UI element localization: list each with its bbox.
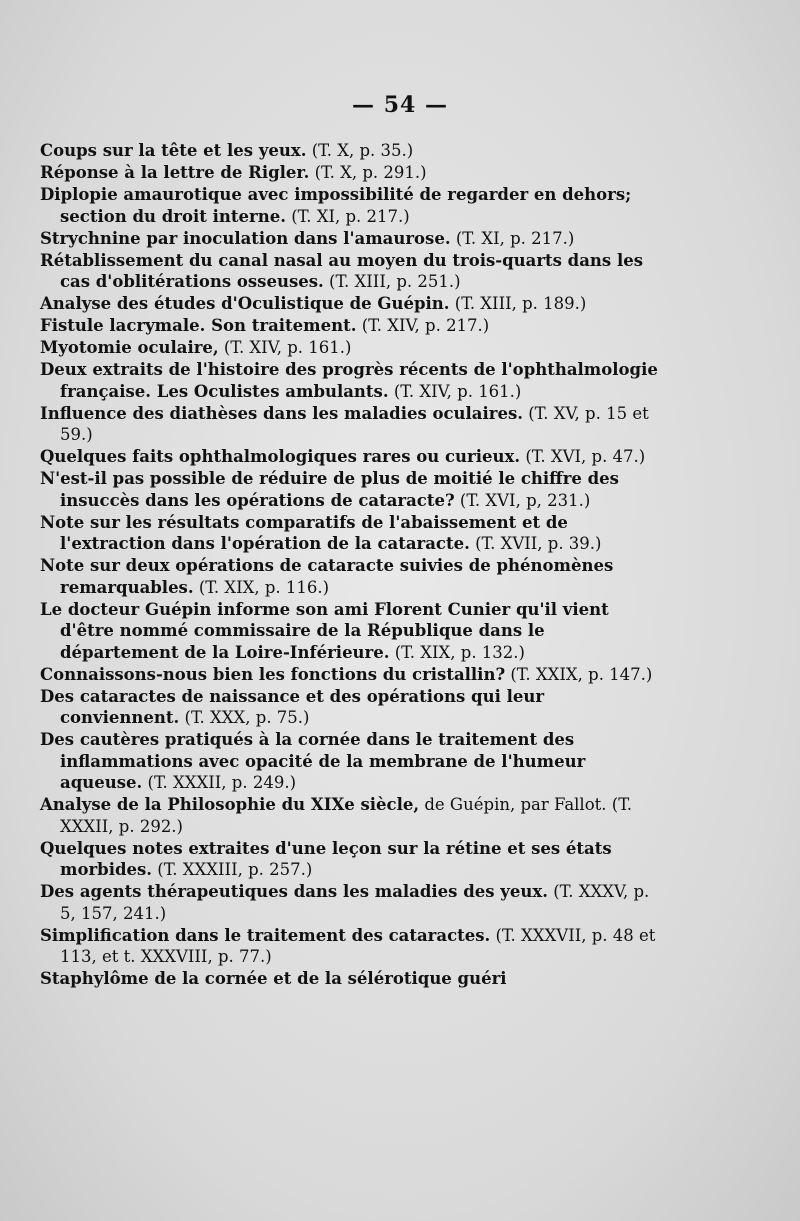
entry-title: Note sur les résultats comparatifs de l'abaissement et de l'extraction dans l'opération de la cataracte. — [40, 512, 568, 553]
entry-title: Analyse de la Philosophie du XIXe siècle, — [40, 795, 420, 814]
entry-reference: (T. XIV, p. 217.) — [361, 316, 490, 335]
entry-title: Strychnine par inoculation dans l'amaurose. — [40, 228, 451, 248]
entry-title: Quelques faits ophthalmologiques rares ou curieux. — [40, 447, 521, 466]
entry-title: Coups sur la tête et les yeux. — [40, 141, 307, 160]
list-item — [40, 881, 660, 924]
list-item — [40, 512, 660, 555]
list-item — [40, 925, 660, 968]
list-item — [40, 794, 660, 837]
page-number: — 54 — — [352, 92, 448, 118]
list-item — [40, 446, 660, 468]
entry-title: Rétablissement du canal nasal au moyen du trois-quarts dans les cas d'oblitérations osseuses. — [40, 250, 643, 291]
list-item — [40, 468, 660, 511]
entry-title: Des cautères pratiqués à la cornée dans le traitement des inflammations avec opacité de la membrane de l'humeur aqueuse. — [40, 730, 586, 792]
entry-reference: (T. XV, p. 15 et 59.) — [60, 403, 649, 444]
list-item — [40, 686, 660, 729]
bibliography-list — [40, 140, 660, 990]
entry-reference: (T. XXX, p. 75.) — [184, 708, 310, 727]
entry-reference: (T. XI, p. 217.) — [291, 206, 410, 226]
list-item — [40, 228, 660, 250]
entry-reference: (T. X, p. 291.) — [314, 163, 427, 182]
entry-title: Le docteur Guépin informe son ami Florent Cunier qu'il vient d'être nommé commissaire de la République dans le département de la Loire-Inférieure. — [40, 599, 609, 662]
entry-title: Connaissons-nous bien les fonctions du cristallin? — [40, 664, 506, 684]
entry-reference: (T. XXXII, p. 249.) — [147, 773, 297, 792]
entry-title: Staphylôme de la cornée et de la sélérotique guéri — [40, 969, 507, 988]
list-item — [40, 968, 660, 990]
entry-reference: (T. X, p. 35.) — [311, 141, 414, 160]
list-item — [40, 140, 660, 162]
entry-reference: de Guépin, par Fallot. (T. XXXII, p. 292.) — [60, 795, 633, 836]
list-item — [40, 337, 660, 359]
list-item — [40, 184, 660, 227]
entry-title: Réponse à la lettre de Rigler. — [40, 163, 310, 182]
entry-reference: (T. XVII, p. 39.) — [475, 534, 602, 553]
entry-title: Deux extraits de l'histoire des progrès récents de l'ophthalmologie française. Les Oculistes ambulants. — [40, 360, 658, 401]
entry-title: Quelques notes extraites d'une leçon sur la rétine et ses états morbides. — [40, 838, 612, 879]
entry-reference: (T. XXXV, p. 5, 157, 241.) — [60, 882, 650, 923]
entry-reference: (T. XIV, p. 161.) — [393, 381, 522, 401]
entry-reference: (T. XIX, p. 132.) — [394, 642, 525, 662]
list-item — [40, 293, 660, 315]
list-item — [40, 555, 660, 598]
list-item — [40, 838, 660, 881]
list-item — [40, 664, 660, 686]
entry-title: Analyse des études d'Oculistique de Guépin. — [40, 294, 450, 313]
entry-reference: (T. XIII, p. 251.) — [329, 272, 461, 291]
entry-reference: (T. XXXIII, p. 257.) — [157, 860, 313, 879]
entry-title: N'est-il pas possible de réduire de plus de moitié le chiffre des insuccès dans les opérations de cataracte? — [40, 469, 619, 510]
entry-title: Simplification dans le traitement des cataractes. — [40, 925, 491, 945]
entry-reference: (T. XXXVII, p. 48 et 113, et t. XXXVIII, p. 77.) — [60, 925, 656, 966]
entry-title: Des cataractes de naissance et des opérations qui leur conviennent. — [40, 686, 545, 727]
list-item — [40, 403, 660, 446]
entry-reference: (T. XIV, p. 161.) — [223, 338, 352, 357]
entry-title: Myotomie oculaire, — [40, 338, 219, 357]
entry-reference: (T. XVI, p, 231.) — [459, 490, 591, 510]
entry-title: Note sur deux opérations de cataracte suivies de phénomènes remarquables. — [40, 556, 614, 597]
entry-title: Fistule lacrymale. Son traitement. — [40, 316, 357, 335]
entry-reference: (T. XXIX, p. 147.) — [510, 664, 653, 684]
list-item — [40, 599, 660, 664]
entry-reference: (T. XI, p. 217.) — [455, 228, 575, 248]
list-item — [40, 359, 660, 402]
list-item — [40, 250, 660, 293]
entry-title: Influence des diathèses dans les maladies oculaires. — [40, 403, 523, 423]
entry-reference: (T. XIII, p. 189.) — [454, 294, 587, 313]
entry-reference: (T. XIX, p. 116.) — [198, 577, 330, 597]
list-item — [40, 162, 660, 184]
entry-title: Diplopie amaurotique avec impossibilité de regarder en dehors; section du droit interne. — [40, 185, 632, 226]
list-item — [40, 315, 660, 337]
entry-title: Des agents thérapeutiques dans les maladies des yeux. — [40, 882, 548, 901]
entry-reference: (T. XVI, p. 47.) — [525, 447, 646, 466]
list-item — [40, 729, 660, 794]
